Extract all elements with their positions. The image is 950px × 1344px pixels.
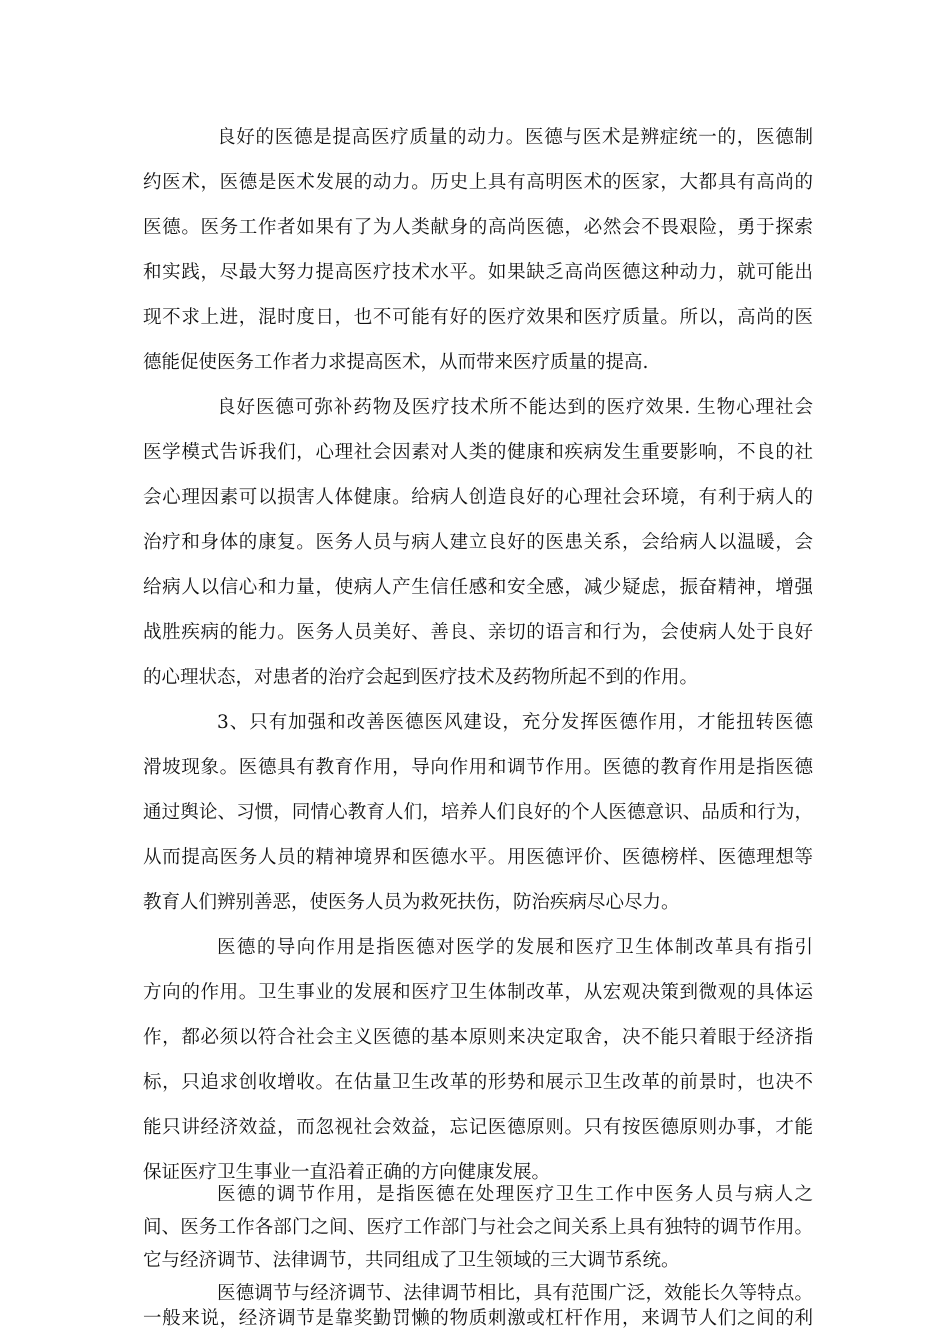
text-line-12: 战胜疾病的能力。医务人员美好、善良、亲切的语言和行为，会使病人处于良好 xyxy=(143,622,813,643)
text-line-18: 教育人们辨别善恶，使医务人员为救死扶伤，防治疾病尽心尽力。 xyxy=(143,892,680,913)
text-line-8: 医学模式告诉我们，心理社会因素对人类的健康和疾病发生重要影响，不良的社 xyxy=(143,442,813,463)
text-line-19: 医德的导向作用是指医德对医学的发展和医疗卫生体制改革具有指引 xyxy=(217,937,813,958)
text-line-10: 治疗和身体的康复。医务人员与病人建立良好的医患关系，会给病人以温暖，会 xyxy=(143,532,813,553)
text-line-25: 医德的调节作用，是指医德在处理医疗卫生工作中医务人员与病人之 xyxy=(217,1184,813,1205)
text-line-22: 标，只追求创收增收。在估量卫生改革的形势和展示卫生改革的前景时，也决不 xyxy=(143,1072,813,1093)
text-line-15: 滑坡现象。医德具有教育作用，导向作用和调节作用。医德的教育作用是指医德 xyxy=(143,757,813,778)
text-line-4: 和实践，尽最大努力提高医疗技术水平。如果缺乏高尚医德这种动力，就可能出 xyxy=(143,262,813,283)
text-line-14: 3、只有加强和改善医德医风建设，充分发挥医德作用，才能扭转医德 xyxy=(217,712,813,733)
text-line-9: 会心理因素可以损害人体健康。给病人创造良好的心理社会环境，有利于病人的 xyxy=(143,487,813,508)
text-line-11: 给病人以信心和力量，使病人产生信任感和安全感，减少疑虑，振奋精神，增强 xyxy=(143,577,813,598)
text-line-5: 现不求上进，混时度日，也不可能有好的医疗效果和医疗质量。所以，高尚的医 xyxy=(143,307,813,328)
text-line-1: 良好的医德是提高医疗质量的动力。医德与医术是辨症统一的，医德制 xyxy=(217,127,813,148)
text-line-26: 间、医务工作各部门之间、医疗工作部门与社会之间关系上具有独特的调节作用。 xyxy=(143,1217,813,1238)
text-line-24: 保证医疗卫生事业一直沿着正确的方向健康发展。 xyxy=(143,1162,551,1183)
text-line-7: 良好医德可弥补药物及医疗技术所不能达到的医疗效果. 生物心理社会 xyxy=(217,397,813,418)
text-line-28: 医德调节与经济调节、法律调节相比，具有范围广泛，效能长久等特点。 xyxy=(217,1283,813,1304)
text-line-13: 的心理状态，对患者的治疗会起到医疗技术及药物所起不到的作用。 xyxy=(143,667,699,688)
text-line-27: 它与经济调节、法律调节，共同组成了卫生领域的三大调节系统。 xyxy=(143,1250,680,1271)
text-line-23: 能只讲经济效益，而忽视社会效益，忘记医德原则。只有按医德原则办事，才能 xyxy=(143,1117,813,1138)
text-line-29: 一般来说，经济调节是靠奖勤罚懒的物质刺激或杠杆作用，来调节人们之间的利 xyxy=(143,1308,813,1329)
text-line-21: 作，都必须以符合社会主义医德的基本原则来决定取舍，决不能只着眼于经济指 xyxy=(143,1027,813,1048)
text-line-6: 德能促使医务工作者力求提高医术，从而带来医疗质量的提高. xyxy=(143,352,649,373)
text-line-20: 方向的作用。卫生事业的发展和医疗卫生体制改革，从宏观决策到微观的具体运 xyxy=(143,982,813,1003)
text-line-2: 约医术，医德是医术发展的动力。历史上具有高明医术的医家，大都具有高尚的 xyxy=(143,172,813,193)
text-line-17: 从而提高医务人员的精神境界和医德水平。用医德评价、医德榜样、医德理想等 xyxy=(143,847,813,868)
text-line-3: 医德。医务工作者如果有了为人类献身的高尚医德，必然会不畏艰险，勇于探索 xyxy=(143,217,813,238)
text-line-16: 通过舆论、习惯，同情心教育人们，培养人们良好的个人医德意识、品质和行为， xyxy=(143,802,813,823)
